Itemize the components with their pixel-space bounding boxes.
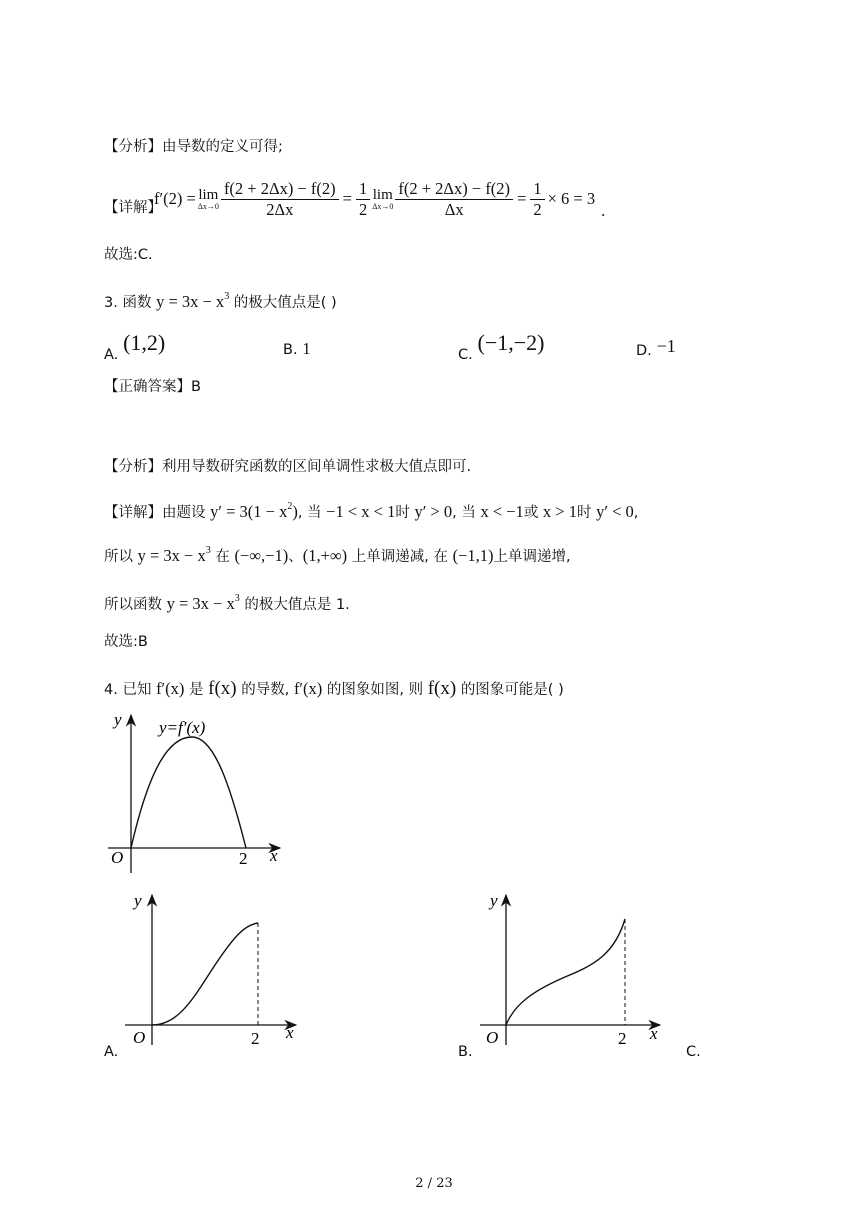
q3-func [156,292,229,311]
analysis-line-prev [104,135,283,156]
derivative-graph [100,705,290,880]
q3-analysis-text: 利用导数研究函数的区间单调性求极大值点即可. [162,459,472,475]
half-den: 2 [358,199,368,219]
q4-number: 4. [104,682,118,698]
option-b-value: 1 [302,339,311,358]
detail-m1 [210,502,298,521]
answer-label: 【正确答案】 [104,379,191,395]
q4-m2: f(x) [208,678,237,699]
option-b-label: B. [283,342,298,358]
eq3: = [517,189,527,208]
x-label: x [286,1023,294,1042]
q3-final-answer: 故选:B [104,634,148,650]
q4-stem [104,678,564,700]
half-fraction [356,179,370,220]
option-d-value: −1 [656,336,676,356]
end-fraction [530,179,544,220]
line2-m1-base: y = 3x − x [137,546,206,565]
detail-m2: −1 < x < 1 [326,502,396,521]
page-number: 2 [415,1176,424,1191]
line2-t5: 上单调递增, [493,549,571,565]
analysis-label: 【分析】 [104,139,162,155]
q3-number: 3. [104,295,118,311]
lim-sub: Δx→0 [197,202,219,211]
limit-1 [198,187,219,211]
q4-option-a-label: A. [104,1044,119,1060]
q3-option-c [458,330,545,363]
line3-m1-exp: 3 [234,593,240,604]
q4-t2: 是 [189,682,204,698]
page-footer [0,1176,868,1191]
q4-t1: 已知 [122,682,152,698]
detail-t5: 或 [523,505,539,521]
line2-m1-exp: 3 [205,545,211,556]
line2-m1 [138,546,211,565]
curve-a [152,923,258,1025]
curve-b [506,919,625,1025]
detail-m4: x < −1 [480,502,524,521]
origin-label: O [111,848,124,867]
option-a-label: A. [104,347,119,363]
x-label: x [270,846,278,865]
end-tail: × 6 = 3 [547,189,596,208]
analysis-text: 由导数的定义可得; [162,139,283,155]
frac2-den: Δx [444,199,464,219]
q3-line3 [104,593,350,614]
q3-text1: 函数 [122,295,152,311]
q3-func-base: y = 3x − x [156,292,225,311]
page-total: 23 [436,1176,453,1191]
lim-text: lim [198,187,219,203]
q3-detail-label: 【详解】 [104,505,162,521]
y-label: y [114,710,122,729]
y-label: y [134,891,142,910]
detail-t6: 时 [576,505,592,521]
line3-t1: 所以函数 [104,597,162,613]
q4-option-c-label: C. [686,1044,701,1060]
fraction-1 [221,179,339,220]
tick-2-label: 2 [239,849,248,868]
prev-answer: 故选:C. [104,247,153,263]
detail-m1-close: ) [292,502,298,521]
q3-analysis-label: 【分析】 [104,459,162,475]
q3-text2: 的极大值点是( ) [233,295,337,311]
q3-detail-line [104,501,638,522]
answer-value: B [191,379,201,395]
lim-sub-2: Δx→0 [372,202,394,211]
detail-t2: , 当 [297,505,322,521]
end-den: 2 [533,199,542,219]
line2-m3: (1,+∞) [302,546,348,565]
q3-func-exp: 3 [224,291,230,302]
frac1-num: f(2 + 2Δx) − f(2) [221,179,339,200]
q3-stem [104,291,337,312]
option-c-value: (−1,−2) [477,330,545,355]
tick-2-label: 2 [618,1029,627,1048]
detail-m1-base: y′ = 3(1 − x [210,502,288,521]
q3-line2 [104,545,571,566]
option-b-graph [475,885,670,1050]
eq-lhs: f′(2) = [154,189,196,208]
detail-label: 【详解】 [104,200,162,216]
q3-analysis-line [104,455,471,476]
option-d-label: D. [636,343,652,359]
y-label: y [490,891,498,910]
line2-t1: 所以 [104,549,133,565]
detail-t4: , 当 [452,505,476,521]
detail-m5: x > 1 [542,502,577,521]
x-label: x [650,1024,658,1043]
detail-m3: y′ > 0 [414,502,453,521]
detail-t1: 由题设 [162,505,206,521]
option-a-graph [120,885,310,1050]
detail-m6: y′ < 0 [596,502,634,521]
eq2: = [342,189,352,208]
curve-label: y=f′(x) [159,718,206,737]
q4-m3: f′(x) [293,679,323,698]
derivative-equation [154,174,605,224]
detail-m1-exp: 2 [287,501,293,512]
half-num: 1 [356,179,370,200]
q4-option-b-label: B. [458,1044,473,1060]
q3-option-d [636,336,676,357]
frac2-num: f(2 + 2Δx) − f(2) [395,179,513,200]
origin-label: O [486,1028,499,1047]
option-c-label: C. [458,347,473,363]
q3-option-a [104,330,166,363]
line2-m4: (−1,1) [452,546,494,565]
origin-label: O [133,1028,146,1047]
derivative-curve [131,737,246,848]
line2-t4: 上单调递减, 在 [351,549,448,565]
q4-m4: f(x) [427,678,457,699]
q4-t3: 的导数, [241,682,290,698]
frac1-den: 2Δx [266,199,294,219]
fraction-2 [395,179,513,220]
tick-2-label: 2 [251,1029,260,1048]
option-a-value: (1,2) [123,330,166,355]
eq-period: . [601,201,606,220]
line3-m1 [167,594,240,613]
line2-t2: 在 [215,549,230,565]
q3-answer-line [104,375,201,396]
detail-t3: 时 [395,505,410,521]
q4-t5: 的图象可能是( ) [460,682,564,698]
line3-m1-base: y = 3x − x [166,594,235,613]
q4-t4: 的图象如图, 则 [326,682,424,698]
detail-t7: , [633,505,639,521]
q4-m1: f′(x) [156,679,185,698]
q3-option-b [283,339,311,359]
line3-t2: 的极大值点是 1. [244,597,350,613]
line2-t3: 、 [288,549,303,565]
lim-text-2: lim [372,187,393,203]
line2-m2: (−∞,−1) [234,546,289,565]
end-num: 1 [530,179,544,200]
page-sep: / [427,1176,433,1191]
limit-2 [372,187,393,211]
